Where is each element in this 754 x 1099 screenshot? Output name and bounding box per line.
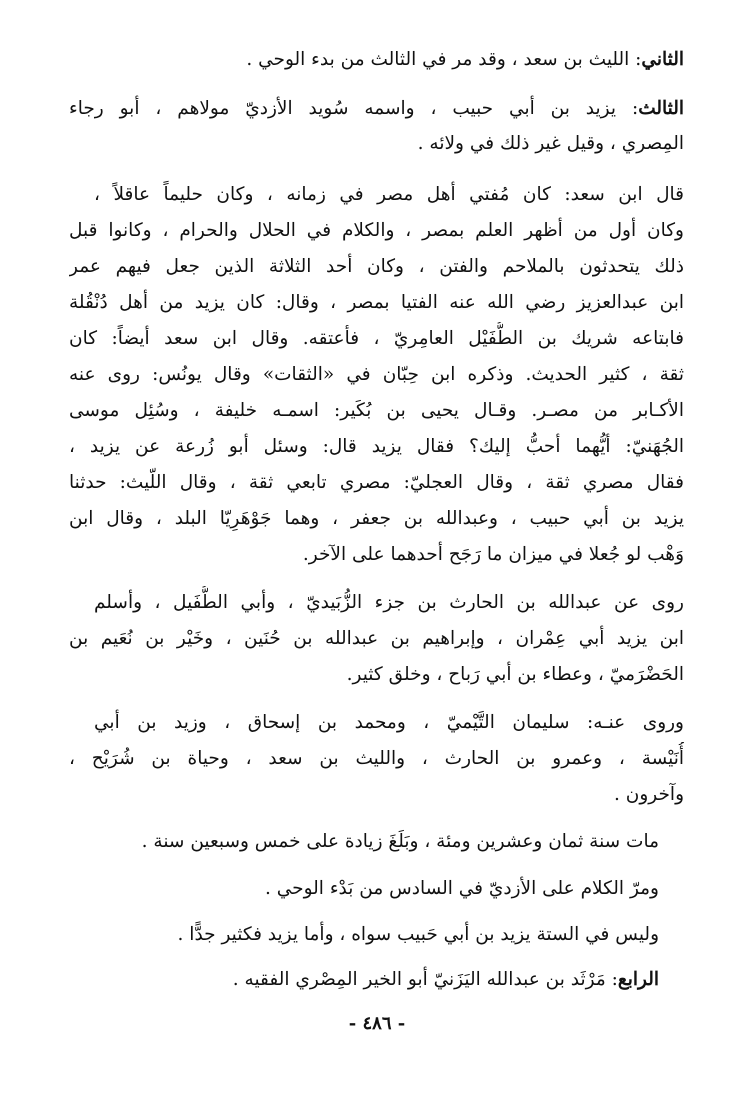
text-line: يزيد بن أبي حبيب ، وعبدالله بن جعفر ، وهما جَوْهَرِيّا البلد ، وقال ابن [69,508,684,529]
text-line: فابتاعه شريك بن الطُّفَيْل العامِريّ ، فأعتقه. وقال ابن سعد أيضاً: كان [69,328,684,349]
section-label: الثاني [641,49,684,70]
text-line: وروى عنـه: سليمان التَّيْميّ ، ومحمد بن إسحاق ، وزيد بن أبي [94,712,684,733]
section-label: الثالث [638,98,684,119]
text-line: وكان أول من أظهر العلم بمصر ، والكلام في الحلال والحرام ، وكانوا قبل [69,220,684,241]
text-line: وآخرون . [614,784,684,805]
text-line: وَهْب لو جُعلا في ميزان ما رَجَح أحدهما على الآخر. [302,544,684,565]
text-line: فقال مصري ثقة ، وقال العجليّ: مصري تابعي ثقة ، وقال اللّيث: حدثنا [69,472,684,493]
line-text: : مَرْثَد بن عبدالله اليَزَنيّ أبو الخير المِصْري الفقيه . [232,969,618,990]
text-line: ابن عبدالعزيز رضي الله عنه الفتيا بمصر ، وقال: كان يزيد من أهل دُنْقُلة [69,292,684,313]
text-line [69,963,659,997]
text-line: الحَضْرَميّ ، وعطاء بن أبي رَباح ، وخلق كثير. [346,664,684,685]
line-text: : يزيد بن أبي حبيب ، واسمه سُويد الأزديّ مولاهم ، أبو رجاء [69,98,639,119]
text-line: مات سنة ثمان وعشرين ومئة ، وبَلَغَ زيادة على خمس وسبعين سنة . [141,831,659,852]
text-line: ومرّ الكلام على الأزديّ في السادس من بَدْء الوحي . [264,878,659,899]
text-line: الجُهَنيّ: أيُّهما أحبُّ إليك؟ فقال يزيد قال: وسئل أبو زُرعة عن يزيد ، [69,436,684,457]
text-line [69,43,684,77]
text-line: روى عن عبدالله بن الحارث بن جزء الزُّبَيديّ ، وأبي الطُّفَيل ، وأسلم [94,592,684,613]
text-line: ذلك يتحدثون بالملاحم والفتن ، وكان أحد الثلاثة الذين جعل فيهم عمر [69,256,684,277]
text-line: ثقة ، كثير الحديث. وذكره ابن حِبّان في «الثقات» وقال يونُس: روى عنه [69,364,684,385]
page-number: - ٤٨٦ - [348,1013,406,1034]
text-line: وليس في الستة يزيد بن أبي حَبيب سواه ، وأما يزيد فكثير جدًّا . [177,924,659,945]
text-line: الأكـابر من مصـر. وقـال يحيى بن بُكَير: اسمـه خليفة ، وسُئِل موسى [69,400,684,421]
line-text: : الليث بن سعد ، وقد مر في الثالث من بدء الوحي . [246,49,642,70]
text-line [69,92,684,126]
text-line: قال ابن سعد: كان مُفتي أهل مصر في زمانه ، وكان حليماً عاقلاً ، [94,184,684,205]
section-label: الرابع [617,969,659,990]
text-line: ابن يزيد أبي عِمْران ، وإبراهيم بن عبدالله بن حُنَين ، وخَيْر بن نُعَيم بن [69,628,684,649]
text-line: أُنَيْسة ، وعمرو بن الحارث ، والليث بن سعد ، وحياة بن شُرَيْح ، [69,748,684,769]
text-line: المِصري ، وقيل غير ذلك في ولائه . [417,133,684,154]
